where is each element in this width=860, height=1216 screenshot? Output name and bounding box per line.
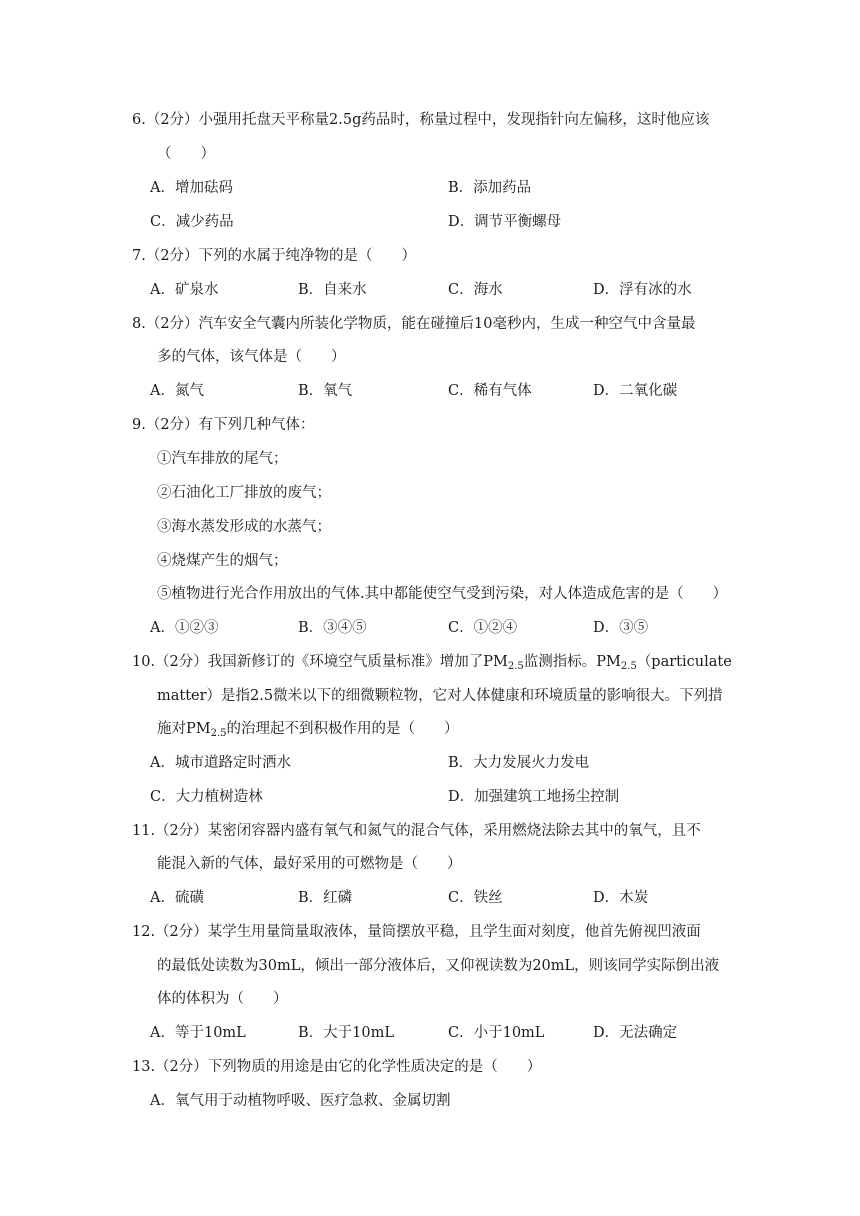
question-11-line-1: 11.（2分）某密闭容器内盛有氧气和氮气的混合气体，采用燃烧法除去其中的氧气，且不 (132, 823, 701, 839)
option-b: B．自来水 (298, 282, 367, 298)
question-6-options-row-1 (150, 178, 740, 198)
question-7-line-1: 7.（2分）下列的水属于纯净物的是（ ） (132, 248, 417, 264)
option-a: A．等于10mL (150, 1025, 246, 1041)
question-11-options (150, 888, 740, 908)
question-10-line-1 (132, 652, 732, 672)
option-c: C．海水 (448, 282, 503, 298)
option-b: B．红磷 (298, 890, 353, 906)
question-12-line-2: 的最低处读数为30mL，倾出一部分液体后，又仰视读数为20mL，则该同学实际倒出液 (157, 958, 720, 974)
option-c: C．小于10mL (448, 1025, 545, 1041)
question-6-line-2: （ ） (157, 146, 215, 162)
option-b: B．③④⑤ (298, 620, 367, 636)
question-9-item-3: ③海水蒸发形成的水蒸气； (157, 519, 331, 535)
option-b: B．大于10mL (298, 1025, 394, 1041)
question-9-item-2: ②石油化工厂排放的废气； (157, 485, 331, 501)
option-c: C．减少药品 (150, 214, 234, 230)
question-10-text-b: 监测指标。PM (523, 654, 621, 670)
question-10-text-c: （particulate (636, 654, 732, 670)
option-d: D．浮有冰的水 (593, 282, 692, 298)
question-10-options-row-1 (150, 753, 740, 773)
question-11-line-2: 能混入新的气体，最好采用的可燃物是（ ） (157, 856, 462, 872)
option-c: C．大力植树造林 (150, 789, 263, 805)
question-9-item-5: ⑤植物进行光合作用放出的气体.其中都能使空气受到污染，对人体造成危害的是（ ） (157, 586, 728, 602)
pm-subscript: 2.5 (620, 661, 637, 672)
option-a: A．增加砝码 (150, 180, 233, 196)
question-7-options (150, 280, 740, 300)
question-10-text-d: 施对PM (157, 721, 211, 737)
option-a: A．氧气用于动植物呼吸、医疗急救、金属切割 (150, 1093, 451, 1109)
question-10-line-2: matter）是指2.5微米以下的细微颗粒物，它对人体健康和环境质量的影响很大。下列措 (157, 688, 723, 704)
option-a: A．矿泉水 (150, 282, 219, 298)
question-6-line-1: 6.（2分）小强用托盘天平称量2.5g药品时，称量过程中，发现指针向左偏移，这时他应该 (132, 112, 710, 128)
option-a: A．城市道路定时洒水 (150, 755, 291, 771)
question-9-item-4: ④烧煤产生的烟气； (157, 553, 288, 569)
question-8-options (150, 381, 740, 401)
question-12-line-3: 体的体积为（ ） (157, 991, 288, 1007)
option-b: B．氧气 (298, 383, 353, 399)
question-9-item-1: ①汽车排放的尾气； (157, 451, 288, 467)
question-8-line-2: 多的气体，该气体是（ ） (157, 349, 346, 365)
question-10-line-3 (157, 719, 459, 739)
option-c: C．①②④ (448, 620, 518, 636)
option-d: D．木炭 (593, 890, 649, 906)
option-a: A．硫磺 (150, 890, 204, 906)
option-d: D．加强建筑工地扬尘控制 (448, 789, 620, 805)
question-9-line-1: 9.（2分）有下列几种气体： (132, 417, 315, 433)
option-c: C．稀有气体 (448, 383, 532, 399)
option-c: C．铁丝 (448, 890, 503, 906)
option-a: A．①②③ (150, 620, 219, 636)
question-10-text-e: 的治理起不到积极作用的是（ ） (226, 721, 459, 737)
option-d: D．无法确定 (593, 1025, 678, 1041)
question-13-line-1: 13.（2分）下列物质的用途是由它的化学性质决定的是（ ） (132, 1059, 542, 1075)
question-6-options-row-2 (150, 212, 740, 232)
question-9-options (150, 618, 740, 638)
question-13-options (150, 1091, 740, 1111)
pm-subscript: 2.5 (507, 661, 524, 672)
option-b: B．添加药品 (448, 180, 532, 196)
question-10-text-a: 10.（2分）我国新修订的《环境空气质量标准》增加了PM (132, 654, 508, 670)
question-10-options-row-2 (150, 787, 740, 807)
option-b: B．大力发展火力发电 (448, 755, 590, 771)
question-12-options (150, 1023, 740, 1043)
option-d: D．③⑤ (593, 620, 649, 636)
question-12-line-1: 12.（2分）某学生用量筒量取液体，量筒摆放平稳，且学生面对刻度，他首先俯视凹液面 (132, 924, 701, 940)
pm-subscript: 2.5 (210, 728, 227, 739)
option-d: D．调节平衡螺母 (448, 214, 562, 230)
question-8-line-1: 8.（2分）汽车安全气囊内所装化学物质，能在碰撞后10毫秒内，生成一种空气中含量最 (132, 316, 696, 332)
option-d: D．二氧化碳 (593, 383, 678, 399)
option-a: A．氮气 (150, 383, 204, 399)
